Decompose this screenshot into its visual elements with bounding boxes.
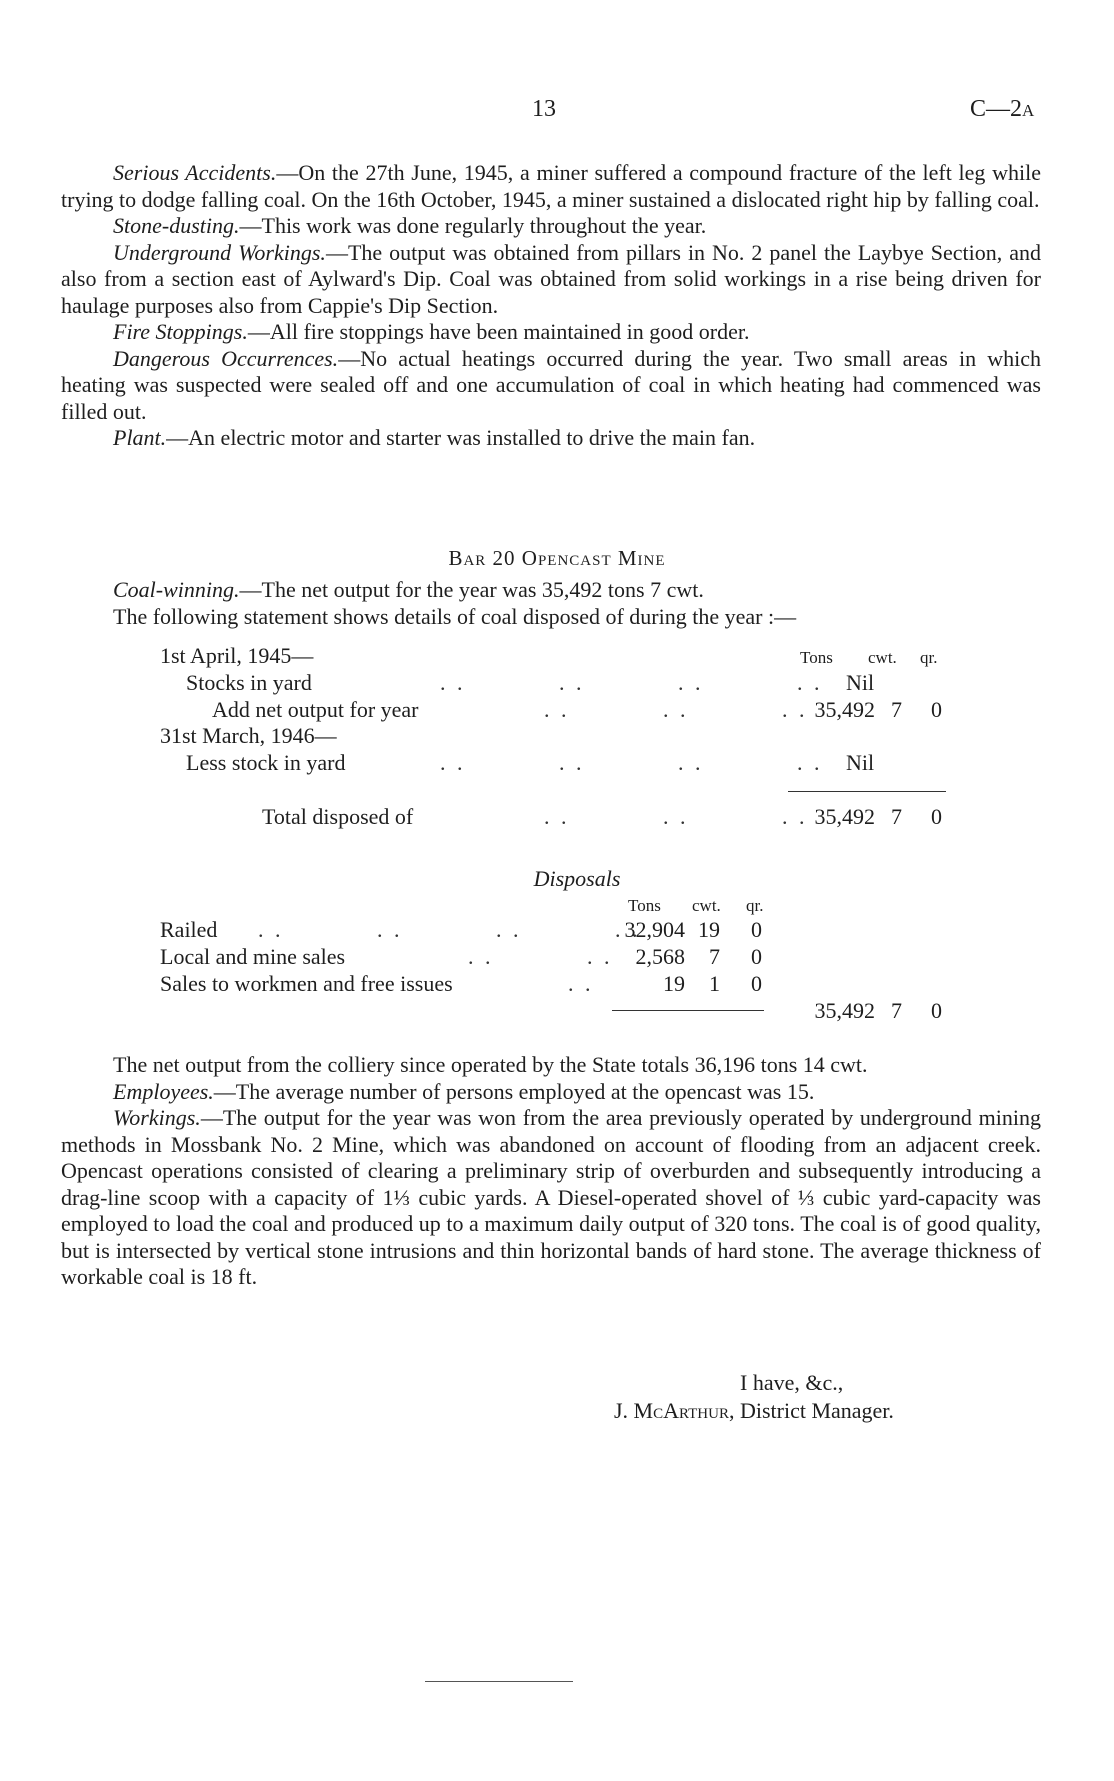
add-net-output-qr: 0	[931, 697, 942, 722]
workings-title: Workings.	[113, 1105, 201, 1130]
disposal-row-tons: 2,568	[635, 944, 685, 969]
disposal-row-qr: 0	[751, 917, 762, 942]
disposal-row-tons: 32,904	[624, 917, 685, 942]
colliery-report-body	[61, 160, 1041, 452]
fire-stoppings-text: —All fire stoppings have been maintained in good order.	[247, 319, 750, 344]
dangerous-occurrences-text: —No actual heatings occurred during the year. Two small areas in which heating was suspected were sealed off and one accumulation of coal in which heating had commenced was filled out.	[61, 345, 1041, 424]
col-cwt-header: cwt.	[868, 648, 897, 667]
add-net-output-tons: 35,492	[814, 697, 875, 722]
disposal-row-label: Railed	[160, 917, 218, 942]
disp-col-cwt-header: cwt.	[692, 896, 721, 915]
fire-stoppings-paragraph	[61, 319, 1041, 346]
signature-block	[614, 1398, 894, 1424]
date-march-1946: 31st March, 1946—	[160, 723, 337, 748]
leader-dots: . . . . . . . .	[258, 917, 641, 942]
total-disposed-qr: 0	[931, 804, 942, 829]
total-disposed-tons: 35,492	[814, 804, 875, 829]
plant-text: —An electric motor and starter was installed to drive the main fan.	[166, 425, 756, 450]
leader-dots: . . . . . . . .	[440, 670, 823, 695]
disposal-row-qr: 0	[751, 944, 762, 969]
disp-col-qr-header: qr.	[746, 896, 764, 915]
disposal-row-cwt: 7	[709, 944, 720, 969]
serious-accidents-paragraph	[61, 160, 1041, 213]
signature-salutation: I have, &c.,	[740, 1370, 844, 1395]
serious-accidents-text: —On the 27th June, 1945, a miner suffered a compound fracture of the left leg while trying to dodge falling coal. On the 16th October, 1945, a miner sustained a dislocated right hip by falling coal.	[61, 160, 1041, 212]
stone-dusting-title: Stone-dusting.	[113, 213, 240, 238]
employees-paragraph	[61, 1079, 1041, 1106]
page-number: 13	[532, 96, 556, 122]
underground-workings-text: —The output was obtained from pillars in No. 2 panel the Laybye Section, and also from a section east of Aylward's Dip. Coal was obtained from solid workings in a rise being driven for haulage purposes also from Cappie's Dip Section.	[61, 239, 1042, 318]
col-tons-header: Tons	[800, 648, 833, 667]
leader-dots: . . . . . .	[544, 804, 808, 829]
disposals-total-rule	[612, 1010, 764, 1011]
date-april-1945: 1st April, 1945—	[160, 643, 314, 668]
coal-winning-section	[61, 577, 1041, 630]
disposals-heading: Disposals	[533, 866, 621, 891]
leader-dots: . . . .	[468, 944, 613, 969]
dangerous-occurrences-paragraph	[61, 346, 1041, 426]
less-stock-label: Less stock in yard	[186, 750, 346, 775]
add-net-output-label: Add net output for year	[212, 697, 419, 722]
workings-paragraph	[61, 1105, 1041, 1291]
plant-paragraph	[61, 425, 1041, 452]
leader-dots: . . . . . . . .	[440, 750, 823, 775]
fire-stoppings-title: Fire Stoppings.	[113, 319, 248, 344]
disposals-total-qr: 0	[931, 998, 942, 1023]
underground-workings-title: Underground Workings.	[113, 239, 326, 265]
serious-accidents-title: Serious Accidents.	[113, 160, 277, 185]
disposals-total-tons: 35,492	[814, 998, 875, 1023]
document-reference	[970, 96, 1034, 123]
footer-rule	[425, 1681, 573, 1682]
signature-name: J. McArthur,	[614, 1398, 735, 1423]
total-disposed-cwt: 7	[891, 804, 902, 829]
subtotal-rule	[788, 791, 946, 792]
stone-dusting-text: —This work was done regularly throughout the year.	[239, 213, 707, 238]
statement-intro: The following statement shows details of coal disposed of during the year :—	[113, 603, 797, 629]
workings-text: —The output for the year was won from the area previously operated by underground mining methods in Mossbank No. 2 Mine, which was abandoned on account of flooding from an adjacent creek. Opencast operations consisted of clearing a preliminary strip of overburden and subsequently introducing a drag-line scoop with a capacity of 1⅓ cubic yards. A Diesel-operated shovel of ⅓ cubic yard-capacity was employed to load the coal and produced up to a maximum daily output of 320 tons. The coal is of good quality, but is intersected by vertical stone intrusions and thin horizontal bands of hard stone. The average thickness of workable coal is 18 ft.	[61, 1105, 1041, 1289]
coal-winning-title: Coal-winning.	[113, 577, 240, 602]
leader-dots: . . . . . .	[544, 697, 808, 722]
section-heading: Bar 20 Opencast Mine	[448, 546, 666, 570]
col-qr-header: qr.	[920, 648, 938, 667]
plant-title: Plant.	[113, 425, 167, 450]
less-stock-value: Nil	[846, 750, 875, 775]
total-disposed-label: Total disposed of	[262, 804, 414, 829]
stocks-in-yard-label: Stocks in yard	[186, 670, 312, 695]
stocks-in-yard-value: Nil	[846, 670, 875, 695]
disposal-row-label: Local and mine sales	[160, 944, 346, 969]
underground-workings-paragraph	[61, 240, 1041, 320]
signature-title: District Manager.	[739, 1398, 894, 1423]
net-output-paragraph: The net output from the colliery since operated by the State totals 36,196 tons 14 cwt.	[113, 1052, 868, 1077]
add-net-output-cwt: 7	[891, 697, 902, 722]
disp-col-tons-header: Tons	[628, 896, 661, 915]
dangerous-occurrences-title: Dangerous Occurrences.	[113, 345, 339, 371]
disposal-row-cwt: 1	[709, 971, 720, 996]
coal-winning-text: —The net output for the year was 35,492 tons 7 cwt.	[239, 577, 704, 602]
employees-title: Employees.	[113, 1078, 214, 1104]
document-reference-main: C—2	[970, 96, 1023, 122]
disposal-row-tons: 19	[663, 971, 685, 996]
disposal-row-label: Sales to workmen and free issues	[160, 971, 453, 996]
stone-dusting-paragraph	[61, 213, 1041, 240]
employees-text: —The average number of persons employed at the opencast was 15.	[213, 1078, 815, 1104]
coal-winning-paragraph	[61, 577, 1041, 604]
disposal-row-cwt: 19	[698, 917, 720, 942]
disposals-total-cwt: 7	[891, 998, 902, 1023]
document-reference-sub: A	[1022, 101, 1035, 120]
closing-section	[61, 1052, 1041, 1291]
disposal-row-qr: 0	[751, 971, 762, 996]
leader-dots: . .	[568, 971, 594, 996]
